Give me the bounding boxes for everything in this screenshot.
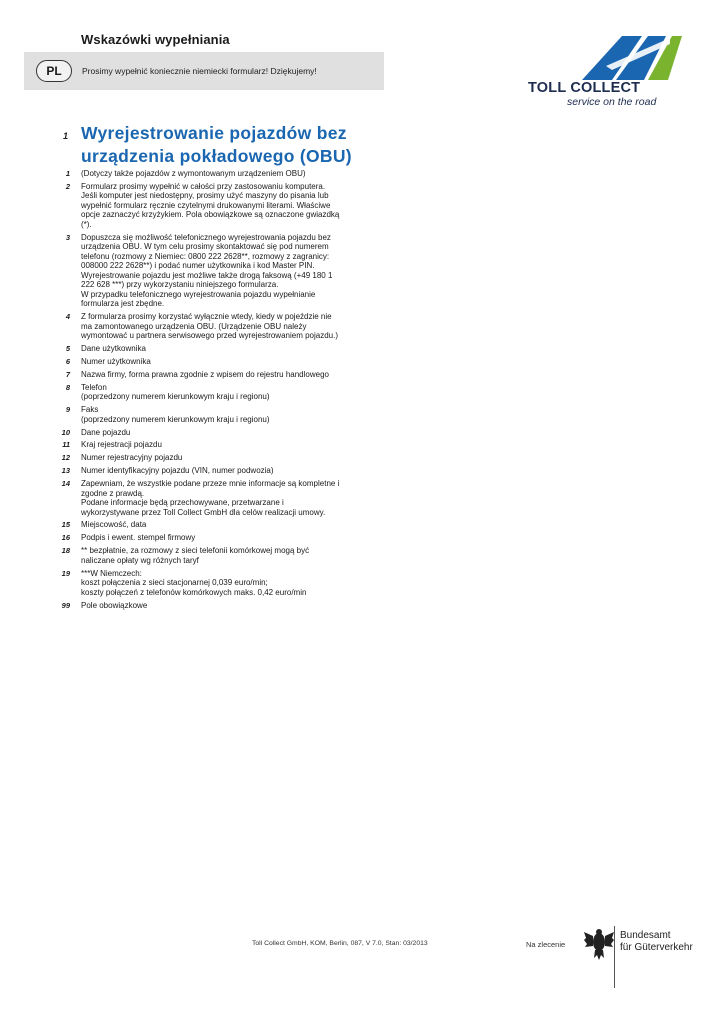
note-text: Podpis i ewent. stempel firmowy (81, 533, 196, 543)
note-number: 14 (61, 479, 70, 489)
footer-company: Toll Collect GmbH, KOM, Berlin, 087, V 7.0, Stan: 03/2013 (252, 940, 428, 947)
authority-divider (614, 926, 615, 988)
note-item (52, 169, 362, 179)
note-text: Miejscowość, data (81, 520, 147, 530)
note-number: 16 (61, 533, 70, 543)
note-text: Z formularza prosimy korzystać wyłącznie wtedy, kiedy w pojeździe nie ma zamontowanego urządzenia OBU. (Urządzenie OBU należy wymontować u partnera serwisowego przed wyrejestrowaniem pojazdu.) (81, 312, 339, 341)
note-number: 6 (65, 356, 70, 366)
note-number: 10 (61, 427, 70, 437)
note-text: Dopuszcza się możliwość telefonicznego wyrejestrowania pojazdu bez urządzenia OBU. W tym celu prosimy skontaktować się pod numerem telefonu (rozmowy z Niemiec: 0800 222 2628**, rozmowy z zagranicy: 008000 222 2628**) i podać numer użytkownika i kod Master PIN. Wyrejestrowanie pojazdu jest możliwe także drogą faksową (+49 180 1 222 628 ***) przy wykorzystaniu niniejszego formularza. W przypadku telefonicznego wyrejestrowania pojazdu wypełnianie formularza jest zbędne. (81, 232, 333, 309)
note-item (52, 520, 362, 530)
note-number: 5 (65, 344, 70, 354)
note-item (52, 479, 362, 517)
note-item (52, 405, 362, 424)
note-item (52, 546, 362, 565)
language-note: Prosimy wypełnić koniecznie niemiecki formularz! Dziękujemy! (82, 66, 317, 76)
title-number: 1 (63, 131, 69, 141)
note-text: Dane użytkownika (81, 344, 146, 354)
logo-tagline: service on the road (567, 96, 657, 108)
note-text: ***W Niemczech: koszt połączenia z sieci stacjonarnej 0,039 euro/min; koszty połączeń z telefonów komórkowych maks. 0,42 euro/min (81, 568, 307, 597)
note-number: 2 (65, 181, 70, 191)
note-text: Zapewniam, że wszystkie podane przeze mnie informacje są kompletne i zgodne z prawdą. Podane informacje będą przechowywane, przetwarzane i wykorzystywane przez Toll Collect GmbH dla celów realizacji umowy. (81, 479, 340, 517)
note-number: 9 (65, 405, 70, 415)
note-text: ** bezpłatnie, za rozmowy z sieci telefonii komórkowej mogą być naliczane opłaty wg różnych taryf (81, 546, 310, 565)
language-bar (24, 52, 384, 90)
note-text: Dane pojazdu (81, 427, 131, 437)
note-item (52, 233, 362, 309)
note-number: 12 (61, 453, 70, 463)
note-text: Nazwa firmy, forma prawna zgodnie z wpisem do rejestru handlowego (81, 369, 329, 379)
note-text: Numer identyfikacyjny pojazdu (VIN, numer podwozia) (81, 466, 274, 476)
note-text: Numer użytkownika (81, 356, 151, 366)
note-number: 19 (61, 568, 70, 578)
document-title: Wyrejestrowanie pojazdów bez urządzenia pokładowego (OBU) (81, 123, 352, 166)
note-text: Kraj rejestracji pojazdu (81, 440, 162, 450)
note-number: 18 (61, 546, 70, 556)
note-number: 8 (65, 382, 70, 392)
note-text: Faks (poprzedzony numerem kierunkowym kraju i regionu) (81, 405, 270, 424)
notes-list (52, 169, 362, 613)
note-text: (Dotyczy także pojazdów z wymontowanym urządzeniem OBU) (81, 169, 306, 178)
note-item (52, 569, 362, 598)
note-item (52, 383, 362, 402)
note-item (52, 533, 362, 543)
note-number: 15 (61, 520, 70, 530)
note-item (52, 466, 362, 476)
note-item (52, 312, 362, 341)
note-text: Telefon (poprzedzony numerem kierunkowym kraju i regionu) (81, 382, 270, 402)
note-item (52, 601, 362, 611)
note-item (52, 453, 362, 463)
note-number: 1 (65, 169, 70, 178)
note-item (52, 357, 362, 367)
note-item (52, 344, 362, 354)
note-number: 7 (65, 369, 70, 379)
authority-name: Bundesamt für Güterverkehr (620, 930, 693, 953)
note-number: 3 (65, 232, 70, 242)
logo-name: TOLL COLLECT (528, 80, 641, 96)
note-item (52, 182, 362, 230)
note-text: Formularz prosimy wypełnić w całości przy zastosowaniu komputera. Jeśli komputer jest niedostępny, prosimy użyć maszyny do pisania lub wypełnić formularz ręcznie czytelnymi drukowanymi literami. Właściwe opcje zaznaczyć krzyżykiem. Pola obowiązkowe są oznaczone gwiazdką (*). (81, 181, 340, 229)
note-item (52, 428, 362, 438)
federal-eagle-icon (584, 928, 614, 962)
note-number: 99 (61, 600, 70, 610)
note-number: 11 (62, 440, 70, 450)
note-text: Numer rejestracyjny pojazdu (81, 453, 183, 463)
footer-on-behalf: Na zlecenie (526, 940, 566, 949)
note-number: 4 (65, 312, 70, 322)
language-badge: PL (36, 60, 72, 82)
note-item (52, 370, 362, 380)
note-item (52, 440, 362, 450)
note-text: Pole obowiązkowe (81, 600, 148, 610)
page-heading: Wskazówki wypełniania (81, 32, 230, 47)
note-number: 13 (61, 466, 70, 476)
